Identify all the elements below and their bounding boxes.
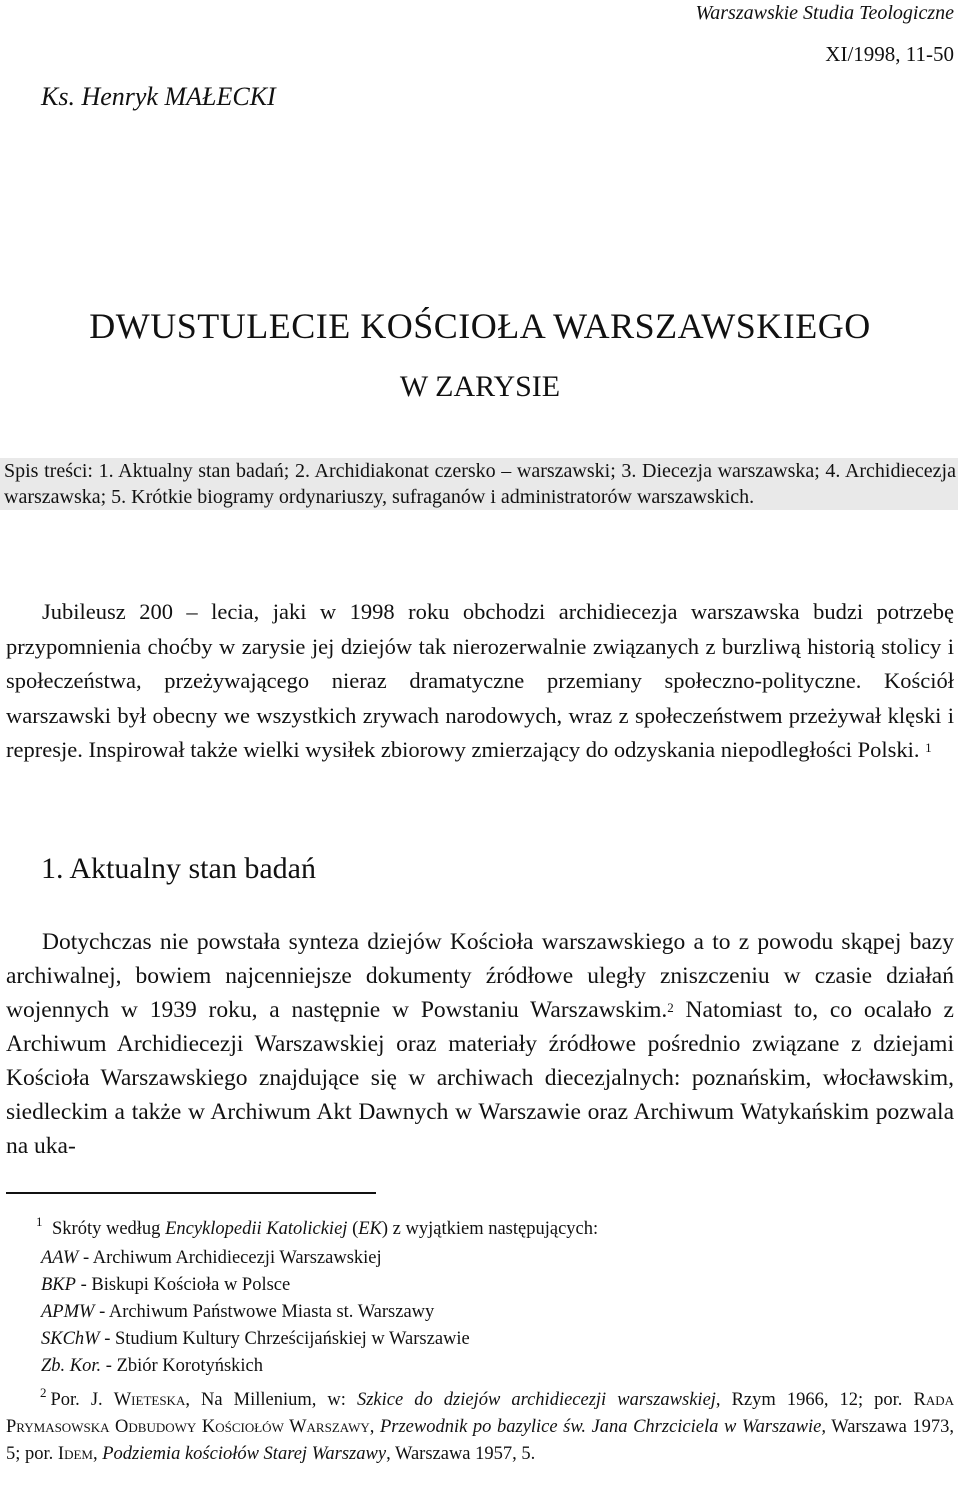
- issue-info: XI/1998, 11-50: [825, 42, 954, 66]
- abbr-desc: - Archiwum Państwowe Miasta st. Warszawy: [94, 1302, 435, 1322]
- fn2-text: Warszawa 1973, 5; por.: [6, 1417, 954, 1464]
- fn2-author: Rada Prymasowska Odbudowy Kościołów Warszawy,: [6, 1390, 954, 1437]
- fn1-abbr: EK: [358, 1219, 382, 1239]
- fn2-work: Szkice do dziejów archidiecezji warszawskiej: [356, 1390, 716, 1410]
- body-text-b: Natomiast to, co ocalało z Archiwum Archidiecezji Warszawskiej oraz materiały źródłowe pośrednio związane z dziejami Kościoła Warszawskiego znajdujące się w archiwach diecezjalnych: poznańskim, włocławskim, siedleckim a także w Archiwum Akt Dawnych w Warszawie oraz Archiwum Watykańskim pozwala na uka-: [6, 997, 954, 1159]
- table-of-contents: [0, 458, 958, 510]
- footnote-ref-2[interactable]: 2: [667, 1000, 674, 1015]
- section-heading: 1. Aktualny stan badań: [41, 852, 316, 885]
- abbr-desc: - Biskupi Kościoła w Polsce: [75, 1275, 291, 1295]
- fn2-text: Por. J.: [50, 1390, 114, 1410]
- abbr-desc: - Archiwum Archidiecezji Warszawskiej: [78, 1248, 382, 1268]
- footnote-ref-1[interactable]: 1: [925, 740, 932, 755]
- abbr-desc: - Studium Kultury Chrześcijańskiej w Warszawie: [99, 1329, 470, 1349]
- footnote-2-number: 2: [40, 1385, 47, 1400]
- abbr-code: BKP: [41, 1275, 76, 1295]
- abbr-code: SKChW: [41, 1329, 100, 1349]
- fn1-mid: (: [347, 1219, 359, 1239]
- article-subtitle: W ZARYSIE: [399, 370, 561, 403]
- footnote-2: [6, 1387, 954, 1468]
- author-name: Ks. Henryk MAŁECKI: [41, 82, 276, 111]
- fn2-text: , Warszawa 1957, 5.: [386, 1444, 536, 1464]
- abbr-code: Zb. Kor.: [41, 1356, 102, 1376]
- fn1-work: Encyklopedii Katolickiej: [165, 1219, 348, 1239]
- abbreviation-item: [41, 1302, 434, 1323]
- article-title: DWUSTULECIE KOŚCIOŁA WARSZAWSKIEGO: [89, 306, 871, 346]
- abbr-code: APMW: [41, 1302, 95, 1322]
- footnote-1: [6, 1216, 954, 1243]
- fn2-work: Podziemia kościołów Starej Warszawy: [102, 1444, 387, 1464]
- footnote-1-number: 1: [36, 1214, 43, 1229]
- toc-text: Spis treści: 1. Aktualny stan badań; 2. Archidiakonat czersko – warszawski; 3. Diecezja warszawska; 4. Archidiecezja warszawska; 5. Krótkie biogramy ordynariuszy, sufraganów i administratorów warszawskich.: [4, 460, 956, 508]
- fn1-post: ) z wyjątkiem następujących:: [381, 1219, 599, 1239]
- abbreviation-item: [41, 1248, 382, 1269]
- fn2-author: Idem,: [57, 1444, 98, 1464]
- fn2-work: Przewodnik po bazylice św. Jana Chrzciciela w Warszawie,: [379, 1417, 826, 1437]
- abbreviation-item: [41, 1356, 263, 1377]
- fn2-text: , Rzym 1966, 12; por.: [715, 1390, 914, 1410]
- body-text-a: Dotychczas nie powstała synteza dziejów Kościoła warszawskiego a to z powodu skąpej bazy archiwalnej, bowiem najcenniejsze dokumenty źródłowe uległy zniszczeniu w czasie działań wojennych w 1939 roku, a następnie w Powstaniu Warszawskim.: [6, 929, 954, 1023]
- body-paragraph: [6, 925, 954, 1163]
- abbr-desc: - Zbiór Korotyńskich: [101, 1356, 264, 1376]
- abbreviation-item: [41, 1275, 290, 1296]
- lead-paragraph: [6, 595, 954, 768]
- fn1-pre: Skróty według: [52, 1219, 166, 1239]
- lead-text: Jubileusz 200 – lecia, jaki w 1998 roku obchodzi archidiecezja warszawska budzi potrzebę przypomnienia choćby w zarysie jej dziejów tak nierozerwalnie związanych z burzliwą historią stolicy i społeczeństwa, przeżywającego nieraz dramatyczne przemiany społeczno-polityczne. Kościół warszawski był obecny we wszystkich zrywach narodowych, wraz z społeczeństwem przeżywał klęski i represje. Inspirował także wielki wysiłek zbiorowy zmierzający do odzyskania niepodległości Polski.: [6, 599, 954, 762]
- fn2-text: Na Millenium, w:: [189, 1390, 357, 1410]
- fn2-author: Wieteska,: [113, 1390, 190, 1410]
- abbr-code: AAW: [41, 1248, 79, 1268]
- abbreviation-item: [41, 1329, 470, 1350]
- journal-name: Warszawskie Studia Teologiczne: [695, 2, 954, 24]
- footnote-divider: [6, 1192, 376, 1194]
